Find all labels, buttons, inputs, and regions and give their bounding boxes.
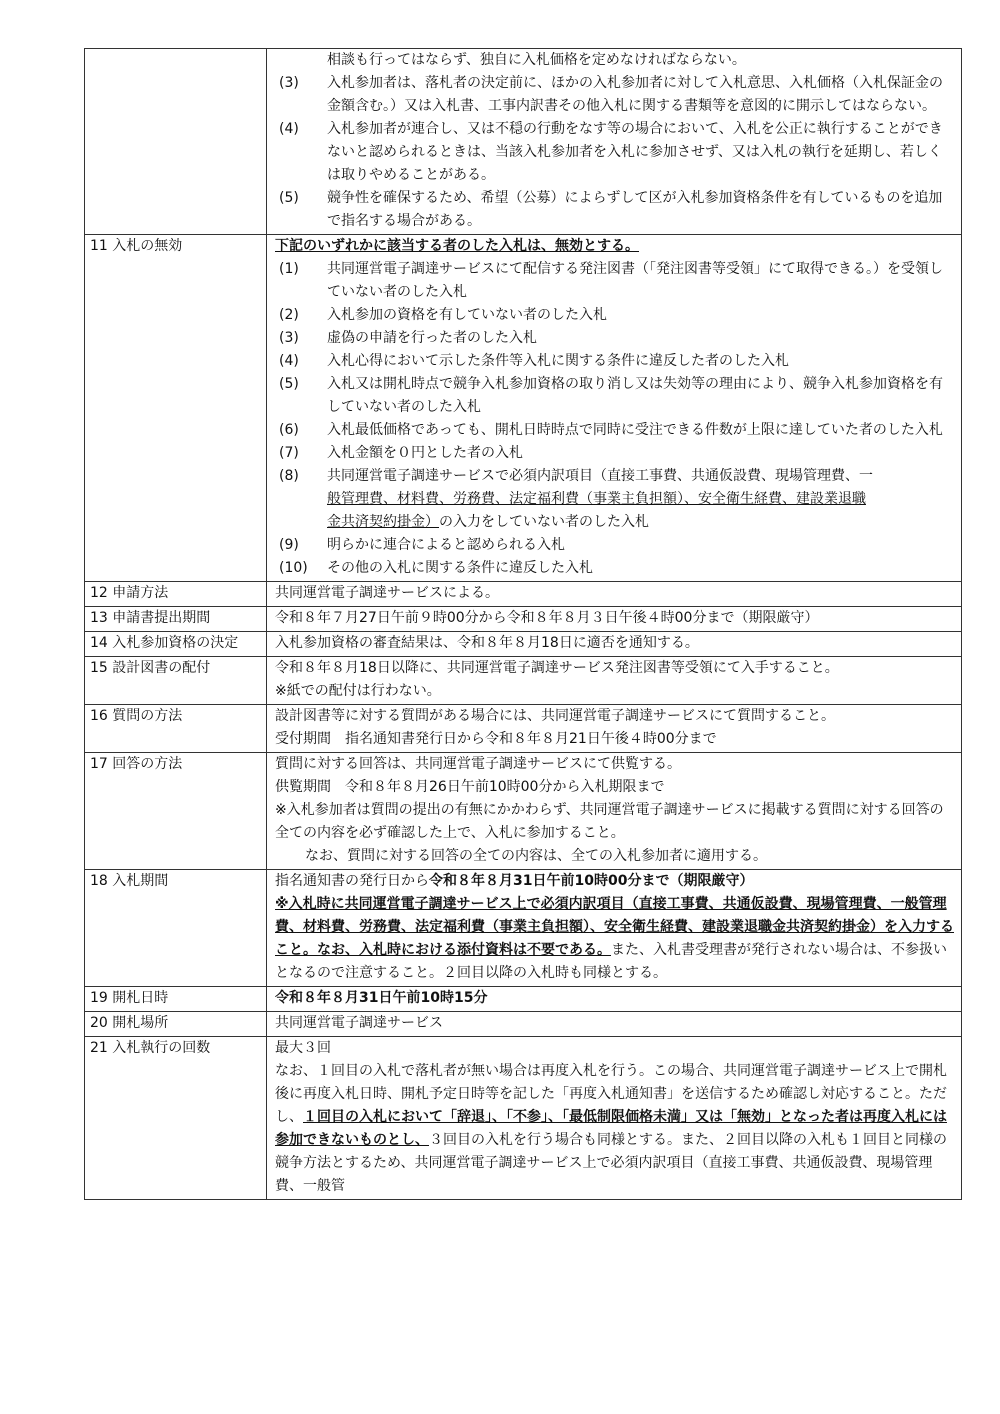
row-label-empty	[85, 49, 267, 235]
table-row-10	[85, 49, 962, 235]
table-row-18	[85, 870, 962, 987]
row-content: 令和８年７月27日午前９時00分から令和８年８月３日午後４時00分まで（期限厳守）	[267, 607, 962, 632]
row-label: 19 開札日時	[85, 987, 267, 1012]
table-row-19	[85, 987, 962, 1012]
row-content: 入札参加資格の審査結果は、令和８年８月18日に適否を通知する。	[267, 632, 962, 657]
row-content: 共同運営電子調達サービスによる。	[267, 582, 962, 607]
continuation-text: 相談も行ってはならず、独自に入札価格を定めなければならない。	[327, 52, 746, 68]
row-label: 21 入札執行の回数	[85, 1037, 267, 1200]
list-item: (6) 入札最低価格であっても、開札日時時点で同時に受注できる件数が上限に達していた者のした入札	[279, 422, 943, 438]
table-row-13	[85, 607, 962, 632]
list-item: (7) 入札金額を０円とした者の入札	[279, 445, 523, 461]
row-label: 11 入札の無効	[85, 235, 267, 582]
row-label: 16 質問の方法	[85, 705, 267, 753]
row-content: 質問に対する回答は、共同運営電子調達サービスにて供覧する。 供覧期間 令和８年８月26日午前10時00分から入札期限まで ※入札参加者は質問の提出の有無にかかわらず、共同運営電子調達サービスに掲載する質問に対する回答の全ての内容を必ず確認した上で、入札に参加すること。 なお、質問に対する回答の全ての内容は、全ての入札参加者に適用する。	[267, 753, 962, 870]
row-content	[267, 49, 962, 235]
row-label: 18 入札期間	[85, 870, 267, 987]
table-row-11	[85, 235, 962, 582]
specification-table	[84, 48, 962, 1200]
table-row-16	[85, 705, 962, 753]
row-content: 令和８年８月18日以降に、共同運営電子調達サービス発注図書等受領にて入手すること。 ※紙での配付は行わない。	[267, 657, 962, 705]
table-row-14	[85, 632, 962, 657]
list-item: (3) 虚偽の申請を行った者のした入札	[279, 330, 537, 346]
row-content: 設計図書等に対する質問がある場合には、共同運営電子調達サービスにて質問すること。 受付期間 指名通知書発行日から令和８年８月21日午後４時00分まで	[267, 705, 962, 753]
row-label: 15 設計図書の配付	[85, 657, 267, 705]
row-content: 最大３回 なお、１回目の入札で落札者が無い場合は再度入札を行う。この場合、共同運営電子調達サービス上で開札後に再度入札日時、開札予定日時等を記した「再度入札通知書」を送信するため確認し対応すること。ただし、１回目の入札において「辞退」、「不参」、「最低制限価格未満」又は「無効」となった者は再度入札には参加できないものとし、３回目の入札を行う場合も同様とする。また、２回目以降の入札も１回目と同様の競争方法とするため、共同運営電子調達サービス上で必須内訳項目（直接工事費、共通仮設費、現場管理費、一般管	[267, 1037, 962, 1200]
table-row-21	[85, 1037, 962, 1200]
list-item: (8) 共同運営電子調達サービスで必須内訳項目（直接工事費、共通仮設費、現場管理費、一 般管理費、材料費、労務費、法定福利費（事業主負担額）、安全衛生経費、建設業退職 金共済契約掛金）の入力をしていない者のした入札	[279, 468, 873, 530]
list-item: (9) 明らかに連合によると認められる入札	[279, 537, 565, 553]
row-content: 指名通知書の発行日から令和８年８月31日午前10時00分まで（期限厳守） ※入札時に共同運営電子調達サービス上で必須内訳項目（直接工事費、共通仮設費、現場管理費、一般管理費、材料費、労務費、法定福利費（事業主負担額）、安全衛生経費、建設業退職金共済契約掛金）を入力すること。なお、入札時における添付資料は不要である。また、入札書受理書が発行されない場合は、不参扱いとなるので注意すること。２回目以降の入札時も同様とする。	[267, 870, 962, 987]
row-content: 令和８年８月31日午前10時15分	[267, 987, 962, 1012]
list-item: (4) 入札参加者が連合し、又は不穏の行動をなす等の場合において、入札を公正に執行することができないと認められるときは、当該入札参加者を入札に参加させず、又は入札の執行を延期し、若しくは取りやめることがある。	[279, 121, 943, 183]
table-row-15	[85, 657, 962, 705]
list-item: (4) 入札心得において示した条件等入札に関する条件に違反した者のした入札	[279, 353, 789, 369]
list-item: (2) 入札参加の資格を有していない者のした入札	[279, 307, 607, 323]
list-item: (5) 競争性を確保するため、希望（公募）によらずして区が入札参加資格条件を有しているものを追加で指名する場合がある。	[279, 190, 943, 229]
list-item: (5) 入札又は開札時点で競争入札参加資格の取り消し又は失効等の理由により、競争入札参加資格を有していない者のした入札	[279, 376, 943, 415]
invalid-bid-lead: 下記のいずれかに該当する者のした入札は、無効とする。	[275, 238, 639, 254]
row-content: 共同運営電子調達サービス	[267, 1012, 962, 1037]
row-label: 14 入札参加資格の決定	[85, 632, 267, 657]
list-item: (1) 共同運営電子調達サービスにて配信する発注図書（「発注図書等受領」にて取得できる。）を受領していない者のした入札	[279, 261, 943, 300]
row-label: 20 開札場所	[85, 1012, 267, 1037]
table-row-12	[85, 582, 962, 607]
row-label: 12 申請方法	[85, 582, 267, 607]
row-content	[267, 235, 962, 582]
list-item: (3) 入札参加者は、落札者の決定前に、ほかの入札参加者に対して入札意思、入札価格（入札保証金の金額含む。）又は入札書、工事内訳書その他入札に関する書類等を意図的に開示してはならない。	[279, 75, 943, 114]
row-label: 17 回答の方法	[85, 753, 267, 870]
list-item: (10) その他の入札に関する条件に違反した入札	[279, 560, 593, 576]
row-label: 13 申請書提出期間	[85, 607, 267, 632]
table-row-17	[85, 753, 962, 870]
table-row-20	[85, 1012, 962, 1037]
